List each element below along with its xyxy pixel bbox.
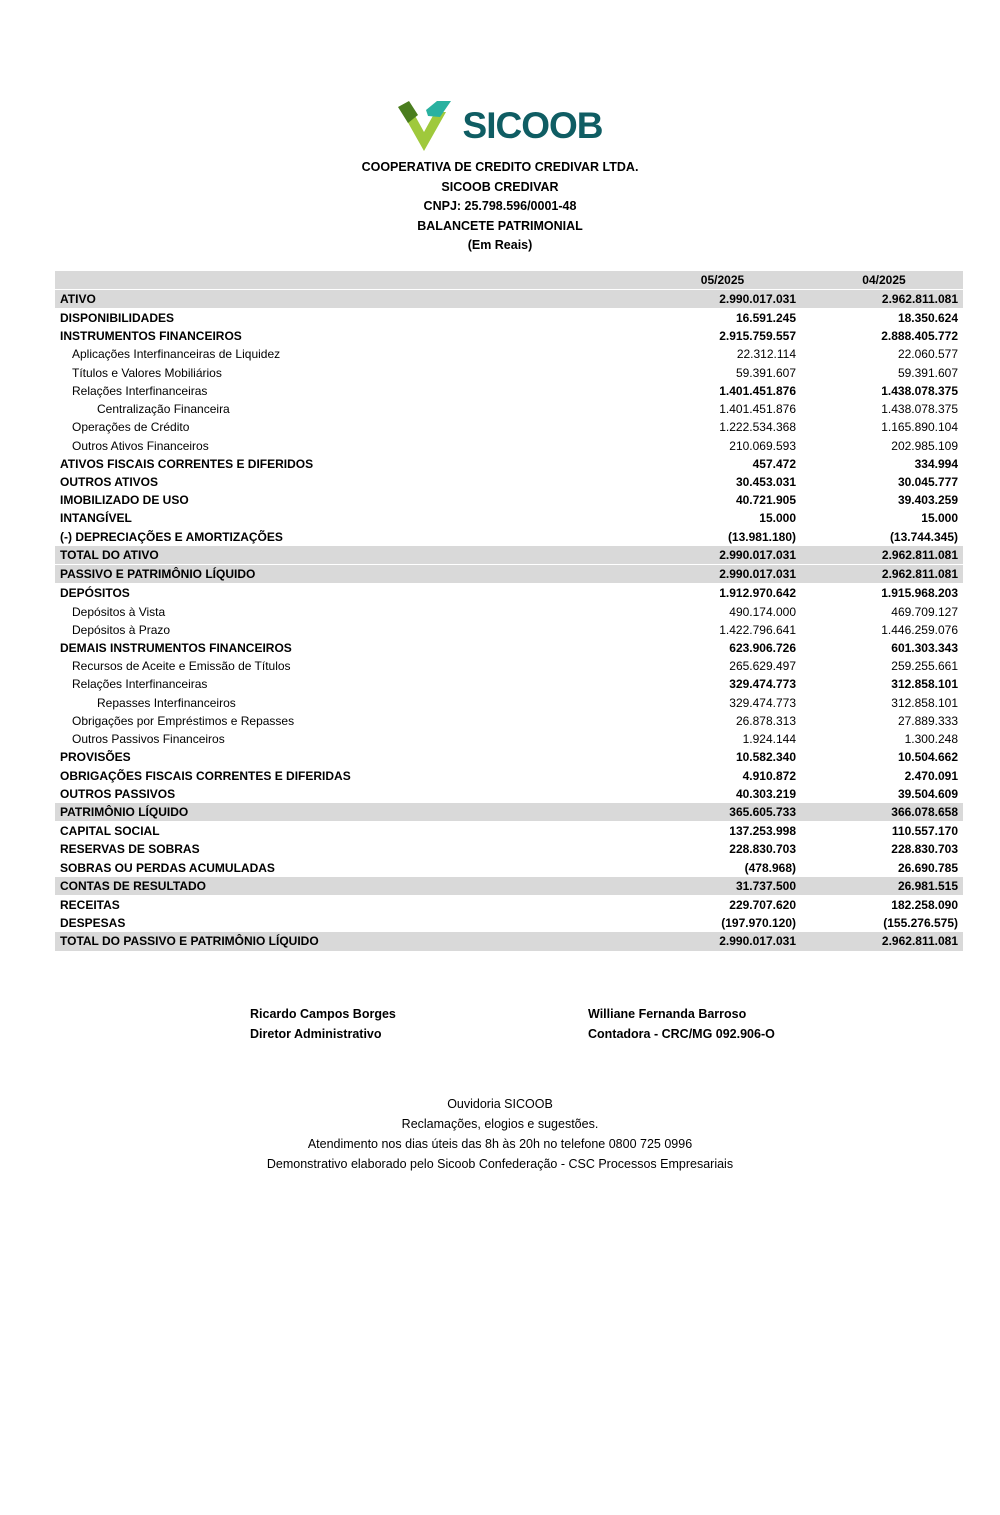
row-value-05-2025: 15.000 xyxy=(759,511,796,526)
row-value-04-2025: 1.438.078.375 xyxy=(881,402,958,417)
row-value-05-2025: (478.968) xyxy=(744,860,796,875)
row-label: Repasses Interfinanceiros xyxy=(97,695,236,710)
row-value-04-2025: 202.985.109 xyxy=(891,438,958,453)
signature-left-role: Diretor Administrativo xyxy=(250,1027,382,1042)
table-row xyxy=(55,436,963,454)
row-label: RECEITAS xyxy=(60,898,120,913)
row-value-04-2025: 30.045.777 xyxy=(897,475,958,490)
row-label: SOBRAS OU PERDAS ACUMULADAS xyxy=(60,860,275,875)
row-value-05-2025: 490.174.000 xyxy=(729,604,796,619)
row-label: CAPITAL SOCIAL xyxy=(60,824,160,839)
table-row xyxy=(55,565,963,584)
table-row xyxy=(55,509,963,527)
row-label: Outros Ativos Financeiros xyxy=(72,438,209,453)
row-label: TOTAL DO PASSIVO E PATRIMÔNIO LÍQUIDO xyxy=(60,934,319,949)
row-value-04-2025: 26.981.515 xyxy=(897,878,958,893)
row-label: INTANGÍVEL xyxy=(60,511,132,526)
table-row xyxy=(55,766,963,784)
row-value-05-2025: 16.591.245 xyxy=(735,311,796,326)
row-label: DESPESAS xyxy=(60,916,126,931)
table-row xyxy=(55,621,963,639)
table-row xyxy=(55,364,963,382)
row-label: ATIVO xyxy=(60,291,96,306)
row-label: RESERVAS DE SOBRAS xyxy=(60,842,200,857)
table-row xyxy=(55,290,963,309)
row-value-04-2025: 2.962.811.081 xyxy=(881,567,958,582)
row-value-04-2025: 2.962.811.081 xyxy=(881,547,958,562)
table-row xyxy=(55,859,963,877)
footer-line-atendimento: Atendimento nos dias úteis das 8h às 20h no telefone 0800 725 0996 xyxy=(307,1136,693,1151)
table-body xyxy=(55,290,963,952)
row-value-05-2025: 2.915.759.557 xyxy=(719,329,796,344)
table-row xyxy=(55,584,963,602)
row-value-04-2025: 18.350.624 xyxy=(897,311,958,326)
row-value-04-2025: 312.858.101 xyxy=(891,677,958,692)
table-row xyxy=(55,327,963,345)
table-row xyxy=(55,546,963,565)
signature-block xyxy=(250,1004,1000,1045)
row-value-05-2025: 1.924.144 xyxy=(742,732,796,747)
sicoob-logo xyxy=(0,100,1000,152)
row-label: Recursos de Aceite e Emissão de Títulos xyxy=(72,659,291,674)
row-value-05-2025: (197.970.120) xyxy=(721,916,796,931)
table-row xyxy=(55,914,963,932)
company-name: COOPERATIVA DE CREDITO CREDIVAR LTDA. xyxy=(361,160,639,174)
row-value-05-2025: 137.253.998 xyxy=(729,824,796,839)
row-value-04-2025: 22.060.577 xyxy=(897,347,958,362)
row-label: INSTRUMENTOS FINANCEIROS xyxy=(60,329,242,344)
row-label: PASSIVO E PATRIMÔNIO LÍQUIDO xyxy=(60,567,256,582)
row-value-04-2025: 1.446.259.076 xyxy=(881,622,958,637)
row-label: PATRIMÔNIO LÍQUIDO xyxy=(60,804,189,819)
row-value-05-2025: 2.990.017.031 xyxy=(719,291,796,306)
row-value-05-2025: 1.222.534.368 xyxy=(719,420,796,435)
balance-table xyxy=(55,271,963,952)
row-label: Depósitos à Vista xyxy=(72,604,166,619)
row-value-04-2025: 39.403.259 xyxy=(897,493,958,508)
row-value-05-2025: 4.910.872 xyxy=(742,768,796,783)
row-value-04-2025: 1.438.078.375 xyxy=(881,383,958,398)
row-value-04-2025: 228.830.703 xyxy=(891,842,958,857)
table-row xyxy=(55,932,963,951)
table-row xyxy=(55,675,963,693)
table-row xyxy=(55,803,963,822)
row-label: Relações Interfinanceiras xyxy=(72,383,208,398)
document-header xyxy=(0,158,1000,256)
row-label: DEMAIS INSTRUMENTOS FINANCEIROS xyxy=(60,640,292,655)
table-row xyxy=(55,785,963,803)
row-value-04-2025: 2.888.405.772 xyxy=(881,329,958,344)
signature-right-name: Williane Fernanda Barroso xyxy=(588,1006,747,1021)
row-value-04-2025: 1.300.248 xyxy=(904,732,958,747)
row-value-05-2025: 31.737.500 xyxy=(735,878,796,893)
table-row xyxy=(55,712,963,730)
cnpj: CNPJ: 25.798.596/0001-48 xyxy=(423,199,577,213)
row-value-05-2025: 40.303.219 xyxy=(735,786,796,801)
row-label: Depósitos à Prazo xyxy=(72,622,171,637)
row-label: Outros Passivos Financeiros xyxy=(72,732,225,747)
row-value-04-2025: 39.504.609 xyxy=(897,786,958,801)
report-title: BALANCETE PATRIMONIAL xyxy=(417,218,583,233)
row-value-04-2025: 469.709.127 xyxy=(891,604,958,619)
footer-line-reclamacoes: Reclamações, elogios e sugestões. xyxy=(401,1116,599,1131)
row-value-05-2025: 1.401.451.876 xyxy=(719,383,796,398)
row-label: (-) DEPRECIAÇÕES E AMORTIZAÇÕES xyxy=(60,529,283,544)
table-row xyxy=(55,602,963,620)
row-value-04-2025: 334.994 xyxy=(914,456,958,471)
row-value-04-2025: 110.557.170 xyxy=(891,824,958,839)
table-header-row xyxy=(55,271,963,290)
row-value-05-2025: 2.990.017.031 xyxy=(719,934,796,949)
row-value-05-2025: 228.830.703 xyxy=(729,842,796,857)
row-value-05-2025: 1.912.970.642 xyxy=(719,586,796,601)
table-row xyxy=(55,400,963,418)
table-row xyxy=(55,473,963,491)
row-value-05-2025: 623.906.726 xyxy=(729,640,796,655)
logo-teal-chevron xyxy=(426,101,451,117)
row-label: Operações de Crédito xyxy=(72,420,190,435)
row-value-04-2025: 2.962.811.081 xyxy=(881,934,958,949)
row-value-04-2025: 27.889.333 xyxy=(897,713,958,728)
footer-line-demonstrativo: Demonstrativo elaborado pelo Sicoob Confederação - CSC Processos Empresariais xyxy=(266,1156,734,1171)
table-row xyxy=(55,309,963,327)
row-value-04-2025: 312.858.101 xyxy=(891,695,958,710)
row-value-05-2025: 329.474.773 xyxy=(729,695,796,710)
row-label: Obrigações por Empréstimos e Repasses xyxy=(72,713,295,728)
row-label: DISPONIBILIDADES xyxy=(60,311,175,326)
row-value-04-2025: 10.504.662 xyxy=(897,750,958,765)
row-value-05-2025: 2.990.017.031 xyxy=(719,567,796,582)
row-value-05-2025: 40.721.905 xyxy=(735,493,796,508)
table-row xyxy=(55,748,963,766)
row-value-05-2025: 2.990.017.031 xyxy=(719,547,796,562)
row-value-05-2025: 59.391.607 xyxy=(735,365,796,380)
row-value-05-2025: 26.878.313 xyxy=(735,713,796,728)
row-value-05-2025: 30.453.031 xyxy=(735,475,796,490)
row-label: IMOBILIZADO DE USO xyxy=(60,493,189,508)
row-value-04-2025: 182.258.090 xyxy=(891,898,958,913)
table-row xyxy=(55,694,963,712)
table-row xyxy=(55,345,963,363)
row-value-05-2025: 1.422.796.641 xyxy=(719,622,796,637)
column-header-04-2025: 04/2025 xyxy=(862,272,906,287)
sicoob-wordmark: SICOOB xyxy=(462,104,603,146)
row-value-04-2025: 601.303.343 xyxy=(891,640,958,655)
table-row xyxy=(55,822,963,840)
table-row xyxy=(55,382,963,400)
row-label: TOTAL DO ATIVO xyxy=(60,547,159,562)
table-row xyxy=(55,730,963,748)
row-value-05-2025: 10.582.340 xyxy=(735,750,796,765)
trade-name: SICOOB CREDIVAR xyxy=(441,179,559,194)
row-value-05-2025: 329.474.773 xyxy=(729,677,796,692)
row-label: Aplicações Interfinanceiras de Liquidez xyxy=(72,347,281,362)
row-value-04-2025: 366.078.658 xyxy=(891,804,958,819)
row-value-04-2025: 1.915.968.203 xyxy=(881,586,958,601)
row-value-05-2025: 1.401.451.876 xyxy=(719,402,796,417)
currency-note: (Em Reais) xyxy=(467,238,533,252)
signature-right xyxy=(588,1004,1000,1045)
row-value-04-2025: 26.690.785 xyxy=(897,860,958,875)
column-header-05-2025: 05/2025 xyxy=(700,272,745,287)
row-label: Títulos e Valores Mobiliários xyxy=(72,365,222,380)
row-label: ATIVOS FISCAIS CORRENTES E DIFERIDOS xyxy=(60,456,314,471)
row-value-04-2025: (155.276.575) xyxy=(883,916,958,931)
table-row xyxy=(55,455,963,473)
row-value-04-2025: 2.962.811.081 xyxy=(881,291,958,306)
signature-left xyxy=(250,1004,588,1045)
row-value-04-2025: 259.255.661 xyxy=(891,659,958,674)
row-label: Centralização Financeira xyxy=(97,402,230,417)
row-value-04-2025: 15.000 xyxy=(921,511,958,526)
table-row xyxy=(55,840,963,858)
row-value-04-2025: 2.470.091 xyxy=(904,768,958,783)
row-label: OUTROS PASSIVOS xyxy=(60,786,176,801)
row-label: PROVISÕES xyxy=(60,750,131,765)
row-value-04-2025: (13.744.345) xyxy=(889,529,958,544)
row-value-05-2025: (13.981.180) xyxy=(727,529,796,544)
row-label: OUTROS ATIVOS xyxy=(60,475,159,490)
row-value-05-2025: 210.069.593 xyxy=(729,438,796,453)
row-value-05-2025: 457.472 xyxy=(752,456,796,471)
balancete-document xyxy=(0,100,1000,1174)
row-label: CONTAS DE RESULTADO xyxy=(60,878,206,893)
row-value-05-2025: 22.312.114 xyxy=(736,347,796,362)
signature-right-role: Contadora - CRC/MG 092.906-O xyxy=(588,1027,775,1042)
footer-notes xyxy=(0,1094,1000,1174)
footer-line-ouvidoria: Ouvidoria SICOOB xyxy=(447,1096,553,1111)
sicoob-logo-icon xyxy=(398,101,456,151)
row-value-05-2025: 229.707.620 xyxy=(729,898,796,913)
table-row xyxy=(55,639,963,657)
table-row xyxy=(55,491,963,509)
table-row xyxy=(55,418,963,436)
row-value-04-2025: 59.391.607 xyxy=(897,365,958,380)
table-row xyxy=(55,877,963,896)
table-row xyxy=(55,657,963,675)
signature-left-name: Ricardo Campos Borges xyxy=(250,1006,396,1021)
row-value-05-2025: 265.629.497 xyxy=(729,659,796,674)
row-value-04-2025: 1.165.890.104 xyxy=(881,420,958,435)
table-row xyxy=(55,896,963,914)
table-row xyxy=(55,528,963,546)
row-label: DEPÓSITOS xyxy=(60,586,130,601)
row-label: OBRIGAÇÕES FISCAIS CORRENTES E DIFERIDAS xyxy=(60,768,351,783)
row-label: Relações Interfinanceiras xyxy=(72,677,208,692)
row-value-05-2025: 365.605.733 xyxy=(729,804,796,819)
